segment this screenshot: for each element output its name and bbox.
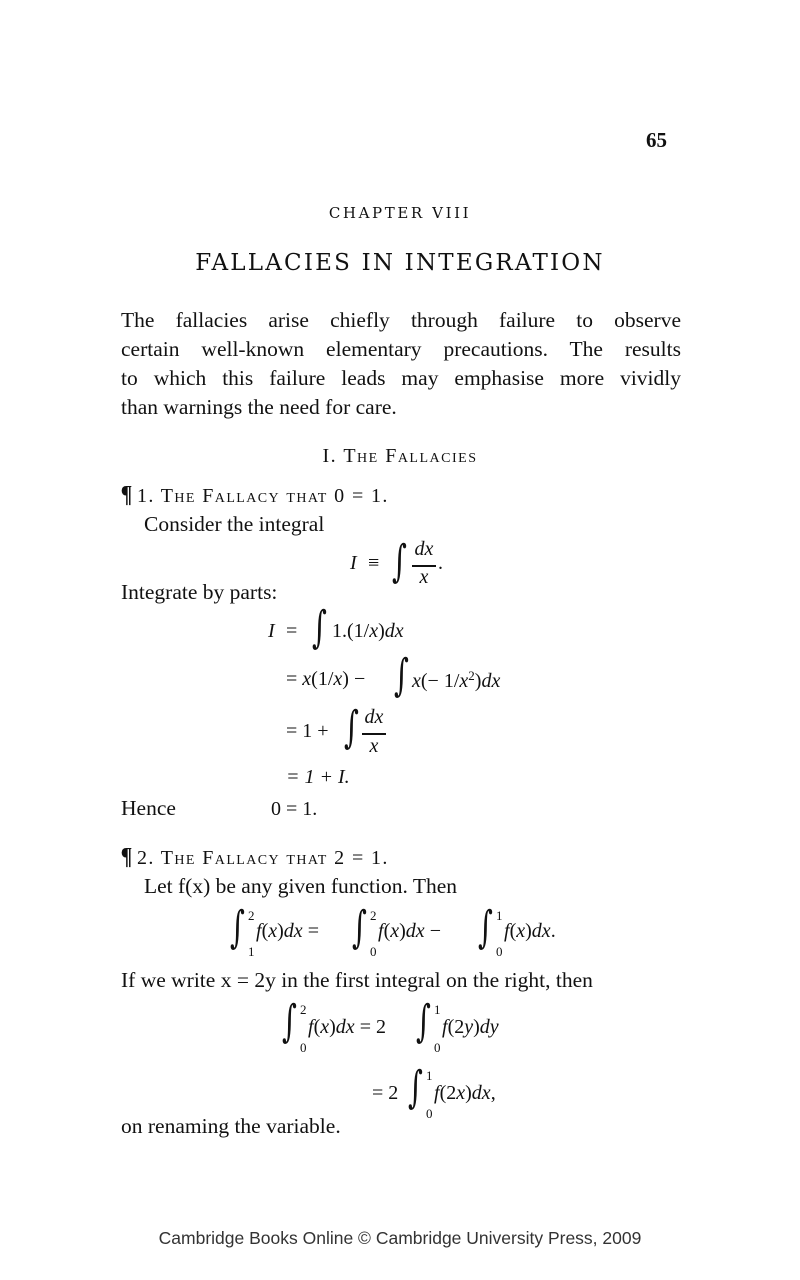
hence-text: Hence	[121, 796, 176, 820]
page-number: 65	[646, 128, 667, 152]
step-2-equation: = x(1/x) − ∫ $x(- 1/x^2)dx$	[286, 650, 501, 701]
fallacy-2-heading-row	[120, 844, 389, 871]
equation-3: = 2 ∫ 1 0 f(2x)dx,	[372, 1062, 496, 1121]
intro-line: than warnings the need for care.	[121, 395, 397, 419]
fallacy-1-heading: 1. The Fallacy that 0 = 1.	[136, 485, 389, 507]
step-3-equation: = 1 + ∫ dx x	[286, 706, 406, 758]
footer-copyright: Cambridge Books Online © Cambridge University Press, 2009	[158, 1228, 642, 1248]
equation-2: ∫ 2 0 f(x)dx = 2 ∫ 1 0 f(2y)dy	[282, 996, 499, 1055]
conclusion-equation: 0 = 1.	[271, 798, 318, 820]
fallacy-2-heading: 2. The Fallacy that 2 = 1.	[136, 847, 389, 869]
equation-1: ∫ 2 1 f(x)dx = ∫ 2 0 f(x)dx − ∫ 1 0 f(x)dx.	[230, 902, 556, 959]
paragraph-mark-icon: ¶	[120, 844, 133, 870]
paragraph-mark-icon: ¶	[120, 482, 133, 508]
consider-text: Consider the integral	[144, 512, 325, 536]
intro-line: to which this failure leads may emphasise more vividly	[121, 366, 681, 390]
intro-paragraph	[121, 306, 681, 422]
let-text: Let f(x) be any given function. Then	[144, 874, 458, 898]
section-heading: I. The Fallacies	[322, 445, 478, 467]
step-1-equation: I = ∫ 1.(1/x)dx	[268, 602, 404, 653]
definition-equation: I ≡ ∫ dx x .	[350, 536, 443, 588]
integrate-by-parts-text: Integrate by parts:	[121, 580, 278, 604]
chapter-label: CHAPTER VIII	[328, 204, 472, 222]
if-we-write-text: If we write x = 2y in the first integral on the right, then	[121, 968, 593, 992]
fallacy-1-heading-row	[120, 482, 389, 509]
renaming-text: on renaming the variable.	[121, 1114, 341, 1138]
intro-line: certain well-known elementary precautions. The results	[121, 337, 681, 361]
step-4-equation: = 1 + I.	[286, 766, 350, 788]
chapter-title: FALLACIES IN INTEGRATION	[195, 250, 605, 276]
intro-line: The fallacies arise chiefly through failure to observe	[121, 308, 681, 332]
